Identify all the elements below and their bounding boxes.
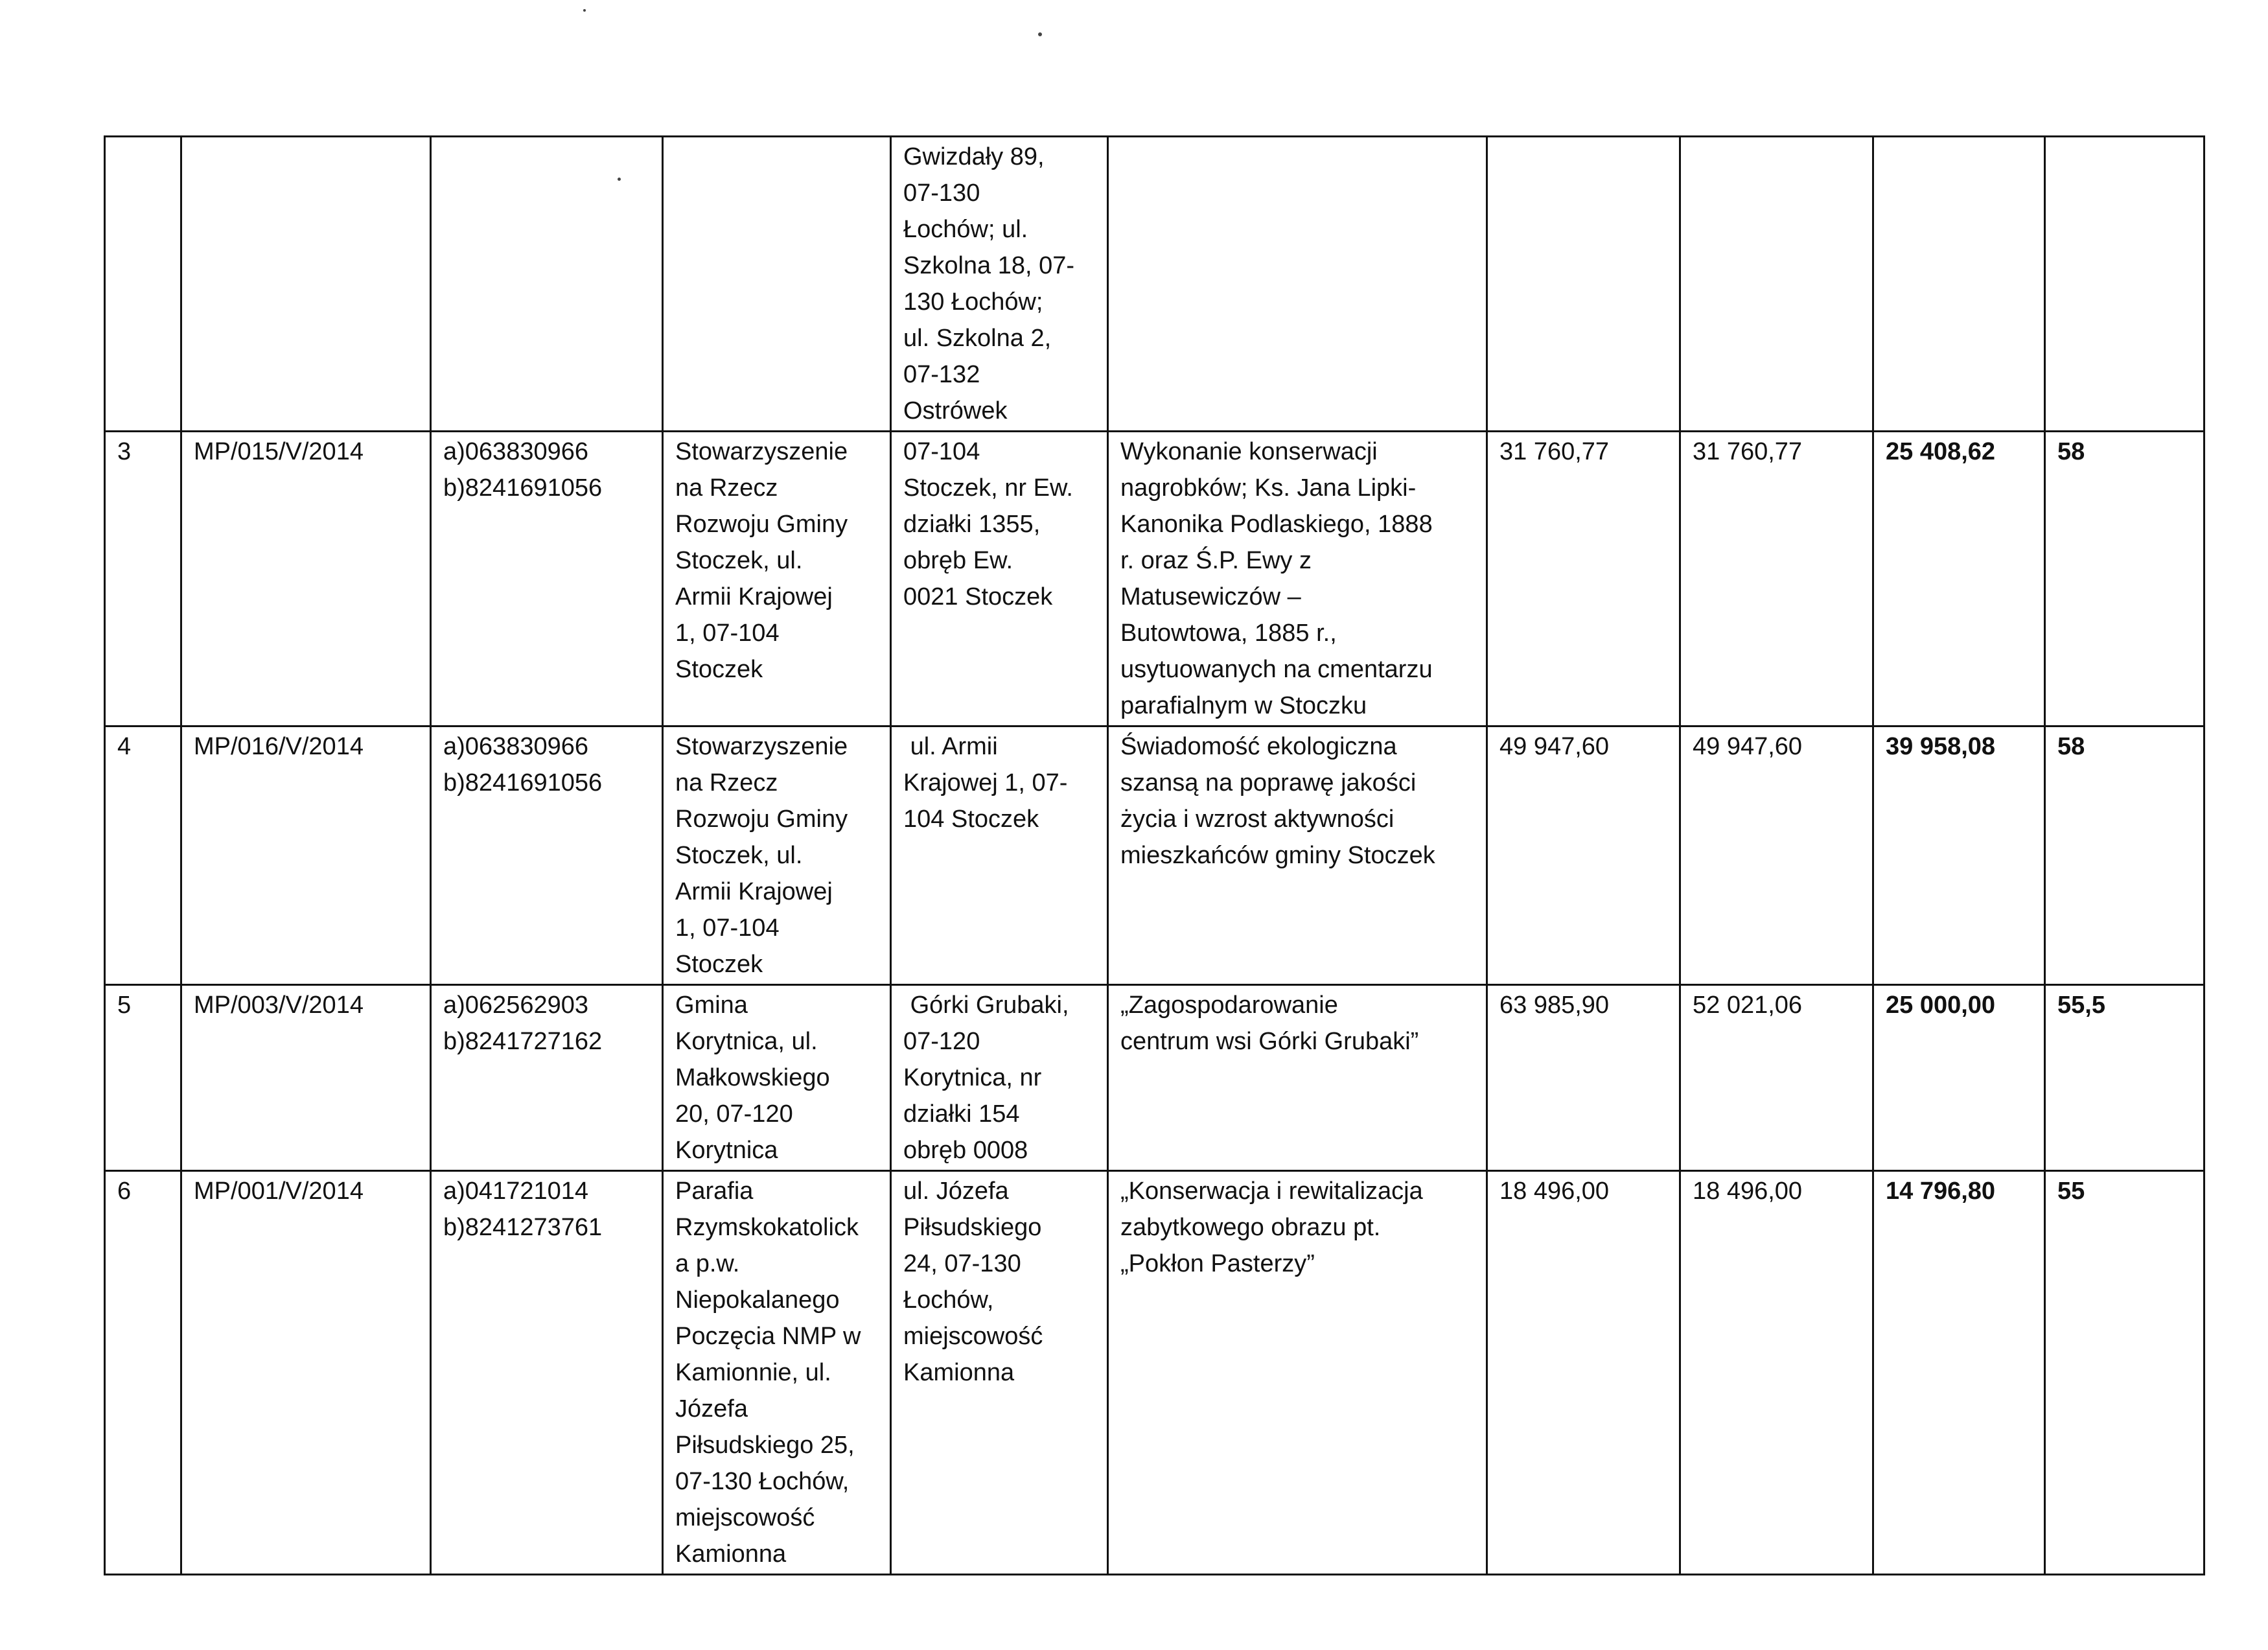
applicant-cell: Gmina Korytnica, ul. Małkowskiego 20, 07-120 Korytnica <box>663 985 891 1171</box>
table-row <box>105 726 2204 985</box>
points-cell: 55 <box>2045 1171 2204 1575</box>
eligible-cost-cell: 52 021,06 <box>1680 985 1873 1171</box>
identifiers-cell: a)063830966 b)8241691056 <box>431 432 663 726</box>
funding-cell: 25 408,62 <box>1873 432 2045 726</box>
points-cell <box>2045 137 2204 432</box>
funding-cell: 14 796,80 <box>1873 1171 2045 1575</box>
task-cell <box>1108 137 1487 432</box>
applicant-cell <box>663 137 891 432</box>
lp-cell: 3 <box>105 432 181 726</box>
eligible-cost-cell: 49 947,60 <box>1680 726 1873 985</box>
eligible-cost-cell: 18 496,00 <box>1680 1171 1873 1575</box>
points-cell: 58 <box>2045 432 2204 726</box>
applicant-cell: Parafia Rzymskokatolick a p.w. Niepokalanego Poczęcia NMP w Kamionnie, ul. Józefa Piłsudskiego 25, 07-130 Łochów, miejscowość Kamionna <box>663 1171 891 1575</box>
lp-cell <box>105 137 181 432</box>
total-cost-cell <box>1487 137 1680 432</box>
scan-speck <box>583 9 586 12</box>
funding-cell: 25 000,00 <box>1873 985 2045 1171</box>
location-cell: 07-104 Stoczek, nr Ew. działki 1355, obręb Ew. 0021 Stoczek <box>891 432 1108 726</box>
lp-cell: 4 <box>105 726 181 985</box>
identifiers-cell: a)041721014 b)8241273761 <box>431 1171 663 1575</box>
applicant-cell: Stowarzyszenie na Rzecz Rozwoju Gminy Stoczek, ul. Armii Krajowej 1, 07-104 Stoczek <box>663 726 891 985</box>
total-cost-cell: 63 985,90 <box>1487 985 1680 1171</box>
location-cell: ul. Józefa Piłsudskiego 24, 07-130 Łochów, miejscowość Kamionna <box>891 1171 1108 1575</box>
application-number-cell: MP/015/V/2014 <box>181 432 431 726</box>
identifiers-cell: a)062562903 b)8241727162 <box>431 985 663 1171</box>
scan-speck <box>1038 32 1042 36</box>
eligible-cost-cell: 31 760,77 <box>1680 432 1873 726</box>
location-cell: ul. Armii Krajowej 1, 07- 104 Stoczek <box>891 726 1108 985</box>
lp-cell: 6 <box>105 1171 181 1575</box>
eligible-cost-cell <box>1680 137 1873 432</box>
identifiers-cell <box>431 137 663 432</box>
points-cell: 58 <box>2045 726 2204 985</box>
application-number-cell <box>181 137 431 432</box>
application-number-cell: MP/001/V/2014 <box>181 1171 431 1575</box>
table-row <box>105 137 2204 432</box>
identifiers-cell: a)063830966 b)8241691056 <box>431 726 663 985</box>
table-row <box>105 985 2204 1171</box>
table-row <box>105 1171 2204 1575</box>
total-cost-cell: 49 947,60 <box>1487 726 1680 985</box>
funding-cell: 39 958,08 <box>1873 726 2045 985</box>
location-cell: Górki Grubaki, 07-120 Korytnica, nr działki 154 obręb 0008 <box>891 985 1108 1171</box>
lp-cell: 5 <box>105 985 181 1171</box>
task-cell: Świadomość ekologiczna szansą na poprawę jakości życia i wzrost aktywności mieszkańców gminy Stoczek <box>1108 726 1487 985</box>
total-cost-cell: 31 760,77 <box>1487 432 1680 726</box>
applicant-cell: Stowarzyszenie na Rzecz Rozwoju Gminy Stoczek, ul. Armii Krajowej 1, 07-104 Stoczek <box>663 432 891 726</box>
task-cell: Wykonanie konserwacji nagrobków; Ks. Jana Lipki- Kanonika Podlaskiego, 1888 r. oraz Ś.P. Ewy z Matusewiczów – Butowtowa, 1885 r., usytuowanych na cmentarzu parafialnym w Stoczku <box>1108 432 1487 726</box>
task-cell: „Konserwacja i rewitalizacja zabytkowego obrazu pt. „Pokłon Pasterzy” <box>1108 1171 1487 1575</box>
application-number-cell: MP/016/V/2014 <box>181 726 431 985</box>
application-number-cell: MP/003/V/2014 <box>181 985 431 1171</box>
task-cell: „Zagospodarowanie centrum wsi Górki Grubaki” <box>1108 985 1487 1171</box>
total-cost-cell: 18 496,00 <box>1487 1171 1680 1575</box>
table-row <box>105 432 2204 726</box>
funding-cell <box>1873 137 2045 432</box>
points-cell: 55,5 <box>2045 985 2204 1171</box>
results-table <box>104 135 2205 1575</box>
location-cell: Gwizdały 89, 07-130 Łochów; ul. Szkolna 18, 07- 130 Łochów; ul. Szkolna 2, 07-132 Ostrówek <box>891 137 1108 432</box>
